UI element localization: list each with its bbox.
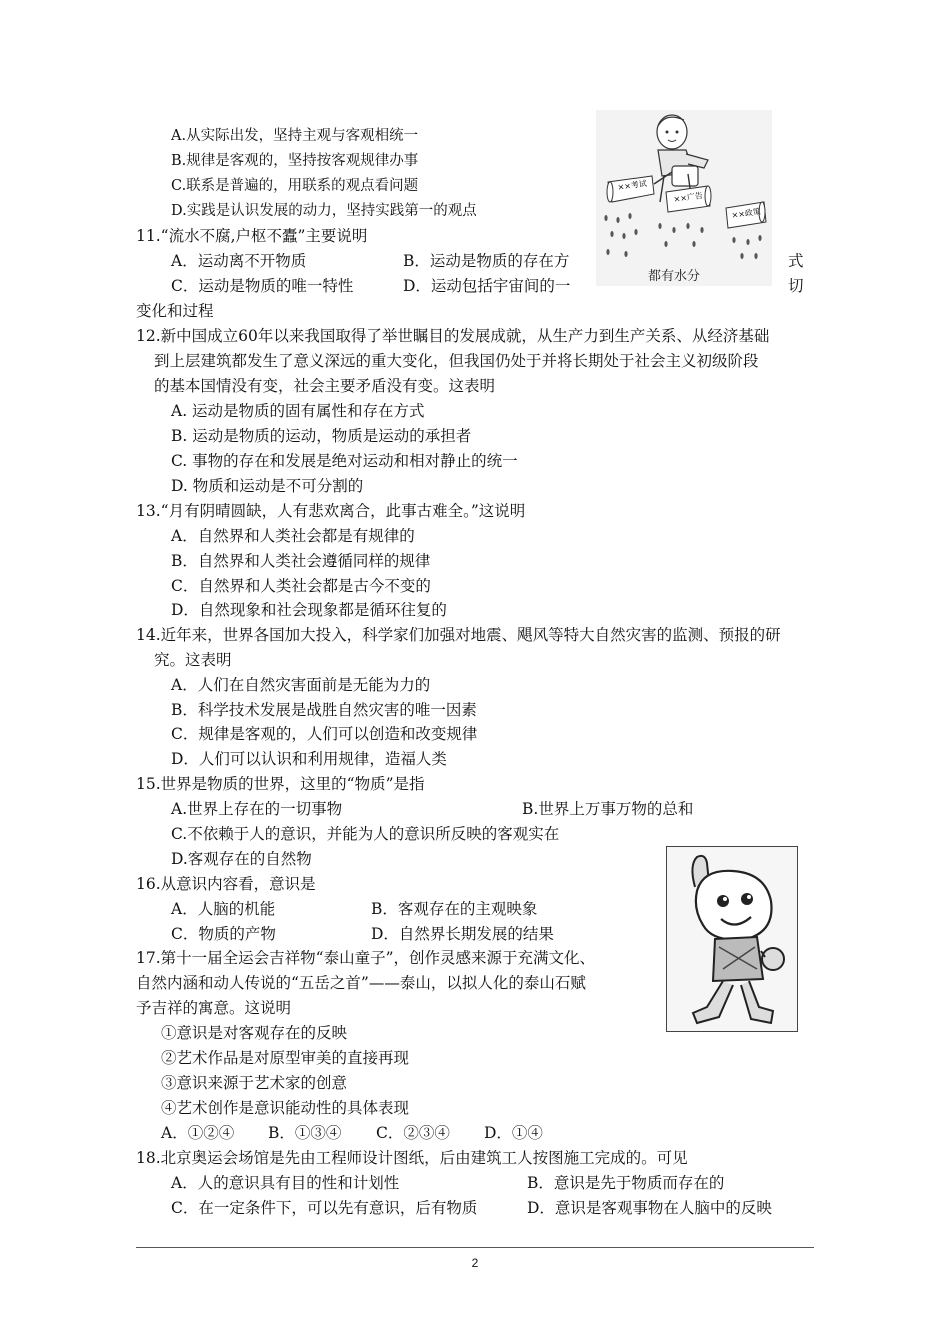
mascot-illustration [666,846,798,1032]
q14-option-c: C．规律是客观的，人们可以创造和改变规律 [171,725,478,743]
q18-option-d: D．意识是客观事物在人脑中的反映 [527,1199,772,1217]
q15-stem: 15.世界是物质的世界，这里的“物质”是指 [136,775,425,793]
q15-option-d: D.客观存在的自然物 [171,850,312,868]
q11-option-b: B．运动是物质的存在方 [403,252,570,270]
q18-option-b: B．意识是先于物质而存在的 [527,1174,725,1192]
footer-rule [136,1247,814,1248]
q16-option-d: D．自然界长期发展的结果 [371,925,554,943]
q12-stem-line1: 12.新中国成立60年以来我国取得了举世瞩目的发展成就，从生产力到生产关系、从经济基础 [136,327,770,345]
q12-option-c: C. 事物的存在和发展是绝对运动和相对静止的统一 [171,452,518,470]
q17-statement-2: ②艺术作品是对原型审美的直接再现 [161,1049,410,1067]
q16-option-b: B．客观存在的主观映象 [371,900,538,918]
q12-option-a: A. 运动是物质的固有属性和存在方式 [171,402,425,420]
q18-option-c: C．在一定条件下，可以先有意识，后有物质 [171,1199,478,1217]
q13-option-c: C．自然界和人类社会都是古今不变的 [171,577,431,595]
q11-option-d-tail: 切 [788,277,804,295]
q17-stem-line1: 17.第十一届全运会吉祥物“泰山童子”，创作灵感来源于充满文化、 [136,949,596,967]
q18-option-a: A．人的意识具有目的性和计划性 [171,1174,400,1192]
q13-option-b: B．自然界和人类社会遵循同样的规律 [171,552,431,570]
q16-stem: 16.从意识内容看，意识是 [136,875,316,893]
q12-stem-line3: 的基本国情没有变，社会主要矛盾没有变。这表明 [154,377,496,395]
q11-stem: 11.“流水不腐,户枢不蠹”主要说明 [136,227,368,245]
q15-option-a: A.世界上存在的一切事物 [171,800,343,818]
q16-option-c: C．物质的产物 [171,925,276,943]
q18-stem: 18.北京奥运会场馆是先由工程师设计图纸，后由建筑工人按图施工完成的。可见 [136,1149,688,1167]
cartoon-caption: 都有水分 [648,269,701,284]
q11-option-d-continued: 变化和过程 [136,302,214,320]
q12-option-b: B. 运动是物质的运动，物质是运动的承担者 [171,427,472,445]
q13-stem: 13.“月有阴晴圆缺，人有悲欢离合，此事古难全。”这说明 [136,502,526,520]
q14-option-d: D．人们可以认识和利用规律，造福人类 [171,750,447,768]
q17-option-d: D．①④ [484,1124,543,1142]
watering-cartoon-drawing [596,110,772,286]
q17-statement-3: ③意识来源于艺术家的创意 [161,1074,348,1092]
scroll-exam-label: ××考试 [617,178,648,192]
q10-option-d: D.实践是认识发展的动力，坚持实践第一的观点 [171,203,477,219]
watering-cartoon [596,110,772,286]
q14-stem-line2: 究。这表明 [154,651,232,669]
q11-option-b-tail: 式 [788,252,804,270]
q17-statement-4: ④艺术创作是意识能动性的具体表现 [161,1099,410,1117]
q14-option-b: B．科学技术发展是战胜自然灾害的唯一因素 [171,701,477,719]
q14-stem-line1: 14.近年来，世界各国加大投入，科学家们加强对地震、飓风等特大自然灾害的监测、预报的研 [136,626,781,644]
q15-option-b: B.世界上万事万物的总和 [522,800,694,818]
q16-option-a: A．人脑的机能 [171,900,276,918]
q12-stem-line2: 到上层建筑都发生了意义深远的重大变化，但我国仍处于并将长期处于社会主义初级阶段 [154,352,759,370]
q15-option-c: C.不依赖于人的意识，并能为人的意识所反映的客观实在 [171,825,560,843]
q17-stem-line2: 自然内涵和动人传说的“五岳之首”——泰山，以拟人化的泰山石赋 [136,974,586,992]
q17-stem-line3: 予吉祥的寓意。这说明 [136,999,292,1017]
mascot-drawing [667,847,797,1031]
scroll-policy-label: ××政策 [731,206,762,220]
q13-option-d: D．自然现象和社会现象都是循环往复的 [171,601,447,619]
q17-statement-1: ①意识是对客观存在的反映 [161,1024,348,1042]
q11-option-a: A．运动离不开物质 [171,252,307,270]
q11-option-d: D．运动包括宇宙间的一 [403,277,571,295]
q10-option-b: B.规律是客观的，坚持按客观规律办事 [171,153,419,169]
q14-option-a: A．人们在自然灾害面前是无能为力的 [171,676,431,694]
q10-option-c: C.联系是普遍的，用联系的观点看问题 [171,178,419,194]
q17-option-a: A．①②④ [161,1124,235,1142]
q17-option-b: B．①③④ [268,1124,342,1142]
scroll-ad-label: ××广告 [673,190,704,204]
q10-option-a: A.从实际出发，坚持主观与客观相统一 [171,128,419,144]
q12-option-d: D. 物质和运动是不可分割的 [171,477,364,495]
q11-option-c: C．运动是物质的唯一特性 [171,277,354,295]
q13-option-a: A．自然界和人类社会都是有规律的 [171,527,415,545]
page-number: 2 [471,1256,479,1270]
q17-option-c: C．②③④ [376,1124,450,1142]
